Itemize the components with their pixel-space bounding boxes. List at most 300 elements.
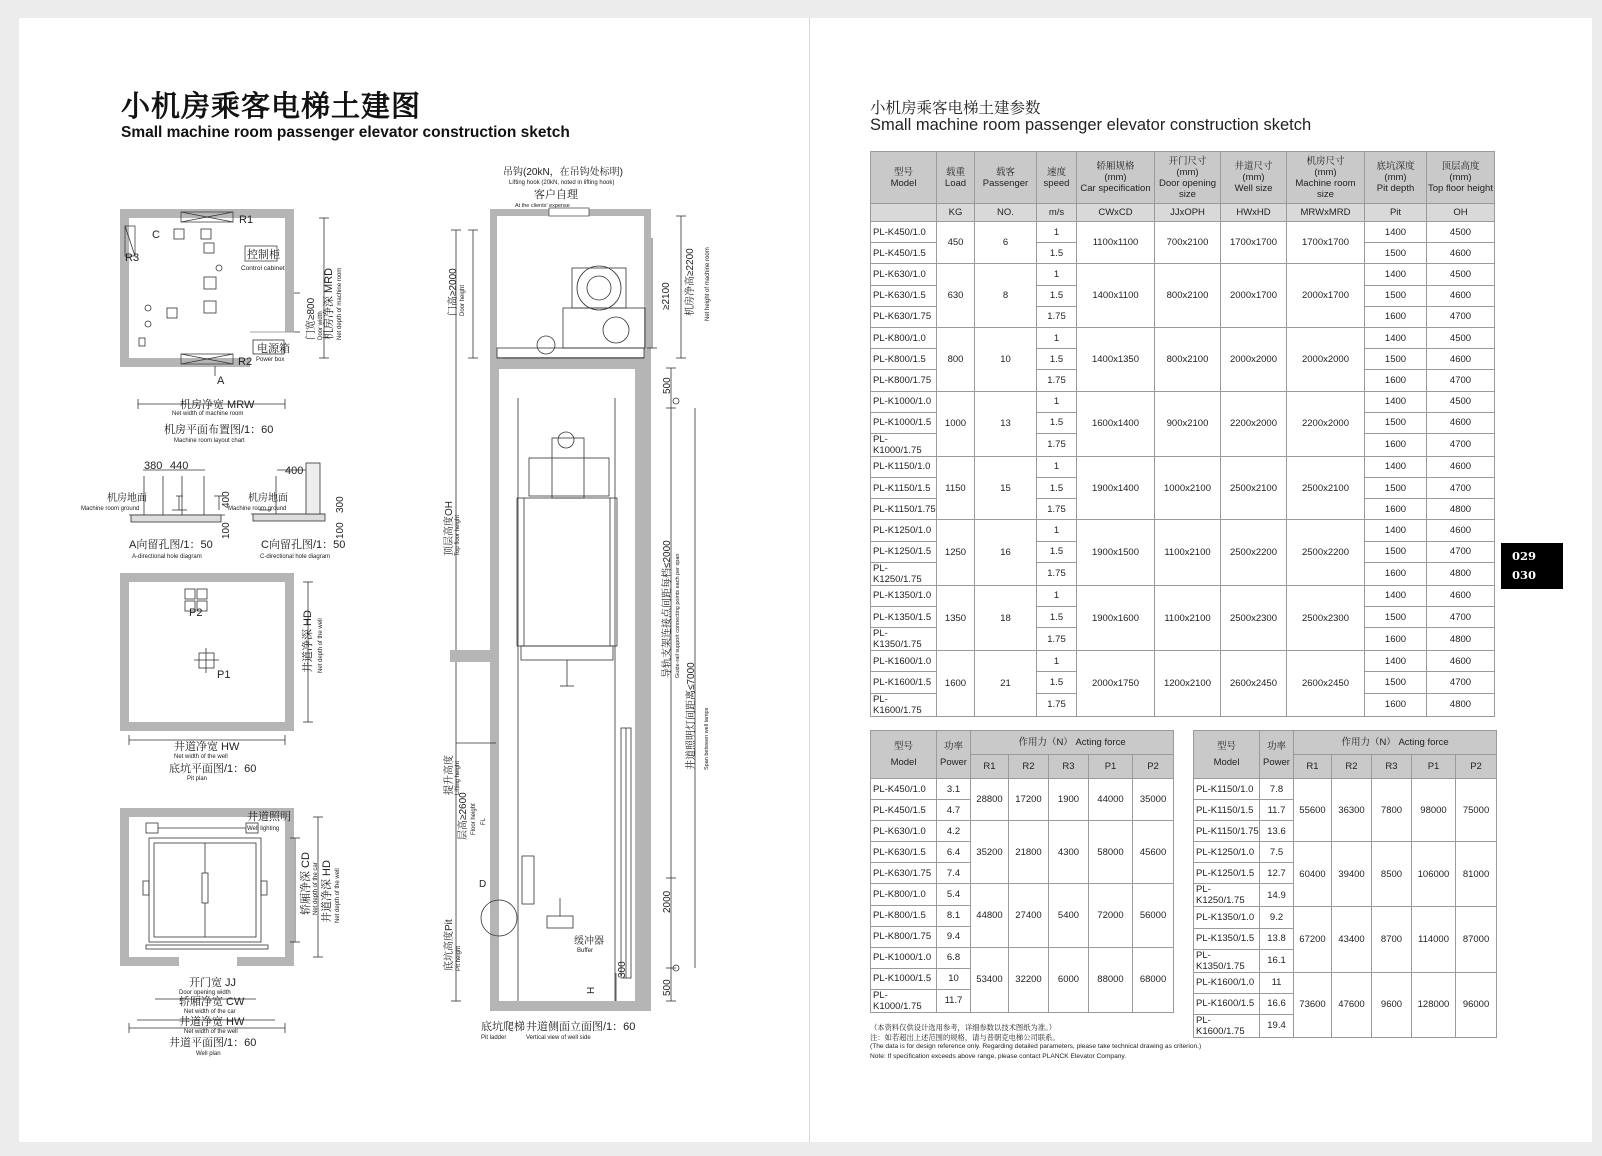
force-header-row (871, 731, 1174, 755)
spec-header-cell (937, 152, 975, 204)
spec-header-cell (1365, 152, 1427, 204)
speed-cell: 1.5 (1037, 412, 1077, 433)
force-cell: 5400 (1049, 884, 1089, 947)
pit-cell: 1600 (1365, 628, 1427, 651)
load-cell: 1250 (937, 520, 975, 585)
model-cell: PL-K800/1.5 (871, 349, 937, 370)
oh-cn: 顶层高度OH (444, 501, 455, 556)
pit-cell: 1500 (1365, 607, 1427, 628)
oh-cell: 4500 (1427, 222, 1495, 243)
oh-cell: 4800 (1427, 499, 1495, 520)
pit-plan-drawing (120, 573, 313, 745)
pit-cell: 1500 (1365, 243, 1427, 264)
model-cell: PL-K1250/1.75 (1194, 884, 1260, 907)
a-label: A (217, 375, 225, 387)
fl-label: FL (481, 817, 487, 825)
side-view-en: Vertical view of well side (526, 1035, 591, 1041)
oh-cell: 4500 (1427, 391, 1495, 412)
force-cell: 68000 (1133, 947, 1174, 1012)
model-cell: PL-K1250/1.5 (1194, 863, 1260, 884)
door-width-en: Door width (318, 311, 324, 340)
spec-header-cell (1155, 152, 1221, 204)
mr-height-cn: 机房净高≥2200 (685, 248, 696, 316)
page-number-badge (1501, 543, 1563, 589)
spec-header-cell (1037, 152, 1077, 204)
hw-en: Net width of the well (174, 754, 228, 760)
a-hole-en: A-directional hole diagram (132, 554, 202, 560)
machine-cell: 2600x2450 (1287, 651, 1365, 716)
model-cell: PL-K1350/1.5 (1194, 928, 1260, 949)
page-title-cn: 小机房乘客电梯土建图 (121, 89, 422, 123)
pit-cell: 1400 (1365, 391, 1427, 412)
oh-cell: 4700 (1427, 478, 1495, 499)
table-row (871, 651, 1495, 672)
force-cell: 44000 (1089, 779, 1133, 821)
ladder-cn: 底坑爬梯 (481, 1021, 525, 1033)
header-unit: (mm) (1242, 172, 1265, 183)
model-cell: PL-K630/1.0 (871, 821, 937, 842)
speed-cell: 1 (1037, 456, 1077, 477)
pit-cell: 1600 (1365, 562, 1427, 585)
speed-cell: 1 (1037, 585, 1077, 606)
power-cell: 4.7 (937, 800, 971, 821)
pit-cell: 1500 (1365, 349, 1427, 370)
power-box-en: Power box (256, 357, 285, 363)
model-header (1194, 731, 1260, 779)
oh-cell: 4600 (1427, 456, 1495, 477)
model-cell: PL-K1350/1.75 (871, 628, 937, 651)
header-cn: 功率 (943, 741, 963, 752)
well-cell: 2500x2100 (1221, 456, 1287, 520)
force-cell: 32200 (1009, 947, 1049, 1012)
model-cell: PL-K1150/1.0 (871, 456, 937, 477)
door-cell: 800x2100 (1155, 327, 1221, 391)
pit-cell: 1600 (1365, 370, 1427, 391)
car-cell: 1100x1100 (1077, 222, 1155, 264)
spec-header-cell (1221, 152, 1287, 204)
pit-cell: 1600 (1365, 499, 1427, 520)
model-cell: PL-K1000/1.5 (871, 968, 937, 989)
header-unit: (mm) (1449, 172, 1472, 183)
oh-cell: 4800 (1427, 628, 1495, 651)
model-cell: PL-K1600/1.75 (871, 693, 937, 716)
model-cell: PL-K630/1.75 (871, 863, 937, 884)
door-width-cn: 门宽≥800 (306, 297, 317, 340)
model-cell: PL-K1000/1.75 (871, 989, 937, 1012)
machine-cell: 1700x1700 (1287, 222, 1365, 264)
force-cell: 75000 (1456, 779, 1497, 842)
model-cell: PL-K450/1.5 (871, 243, 937, 264)
mr-height-en: Net height of machine room (705, 247, 711, 321)
table-row (871, 222, 1495, 243)
load-cell: 1000 (937, 391, 975, 456)
force-cell: 67200 (1294, 907, 1332, 972)
header-cn: 速度 (1046, 166, 1066, 178)
power-cell: 6.8 (937, 947, 971, 968)
r1-label: R1 (239, 214, 254, 226)
force-cell: 56000 (1133, 884, 1174, 947)
hd2-cn: 井道净深 HD (321, 860, 333, 923)
speed-cell: 1 (1037, 222, 1077, 243)
oh-cell: 4800 (1427, 693, 1495, 716)
oh-cell: 4700 (1427, 607, 1495, 628)
force-cell: 35200 (971, 821, 1009, 884)
oh-cell: 4700 (1427, 672, 1495, 693)
d-label: D (479, 879, 487, 890)
table-row (871, 456, 1495, 477)
c-label: C (152, 229, 160, 241)
hook-cn: 吊钩(20kN，在吊钩处标明) (503, 167, 624, 178)
header-cn: 功率 (1266, 741, 1286, 752)
model-cell: PL-K1350/1.0 (871, 585, 937, 606)
passenger-cell: 18 (975, 585, 1037, 650)
force-cell: 44800 (971, 884, 1009, 947)
header-cn: 轿厢规格 (1096, 161, 1135, 172)
machine-cell: 2500x2100 (1287, 456, 1365, 520)
spec-header-cell (1077, 152, 1155, 204)
power-cell: 9.2 (1260, 907, 1294, 928)
oh-cell: 4700 (1427, 306, 1495, 327)
header-en: Power (1263, 757, 1290, 768)
spec-unit-cell: m/s (1037, 204, 1077, 222)
force-cell: 98000 (1412, 779, 1456, 842)
model-cell: PL-K450/1.5 (871, 800, 937, 821)
load-cell: 450 (937, 222, 975, 264)
door-height-en: Door height (460, 284, 466, 316)
params-title-en: Small machine room passenger elevator construction sketch (870, 116, 1312, 134)
speed-cell: 1.5 (1037, 541, 1077, 562)
header-unit: (mm) (1104, 172, 1127, 183)
table-row (871, 884, 1174, 905)
model-header (871, 731, 937, 779)
power-cell: 14.9 (1260, 884, 1294, 907)
door-height-cn: 门高≥2000 (448, 268, 459, 316)
speed-cell: 1.75 (1037, 628, 1077, 651)
header-cn: 底坑深度 (1376, 161, 1415, 172)
hw-cn: 井道净宽 HW (174, 741, 240, 753)
passenger-cell: 21 (975, 651, 1037, 716)
load-cell: 800 (937, 327, 975, 391)
spec-header-cell (1287, 152, 1365, 204)
header-en: Model (890, 177, 917, 189)
client-cn: 客户自理 (534, 189, 578, 201)
car-cell: 2000x1750 (1077, 651, 1155, 716)
power-cell: 7.4 (937, 863, 971, 884)
force-cell: 17200 (1009, 779, 1049, 821)
model-cell: PL-K800/1.0 (871, 327, 937, 348)
well-cell: 1700x1700 (1221, 222, 1287, 264)
header-en: Machine room size (1295, 177, 1356, 200)
spec-unit-cell: MRWxMRD (1287, 204, 1365, 222)
power-cell: 19.4 (1260, 1014, 1294, 1037)
pit-cell: 1400 (1365, 651, 1427, 672)
speed-cell: 1.75 (1037, 433, 1077, 456)
force-cell: 73600 (1294, 972, 1332, 1037)
force-col-header: R1 (1294, 755, 1332, 779)
load-cell: 1150 (937, 456, 975, 520)
p2-label: P2 (189, 607, 203, 619)
spec-unit-cell: OH (1427, 204, 1495, 222)
pit-cell: 1400 (1365, 327, 1427, 348)
speed-cell: 1.5 (1037, 285, 1077, 306)
force-cell: 27400 (1009, 884, 1049, 947)
force-col-header: P2 (1133, 755, 1174, 779)
car-cell: 1400x1350 (1077, 327, 1155, 391)
spec-unit-cell: Pit (1365, 204, 1427, 222)
well-side-elevation (450, 208, 695, 1011)
force-cell: 7800 (1372, 779, 1412, 842)
force-cell: 43400 (1332, 907, 1372, 972)
passenger-cell: 15 (975, 456, 1037, 520)
door-cell: 700x2100 (1155, 222, 1221, 264)
speed-cell: 1.75 (1037, 370, 1077, 391)
pit-cell: 1600 (1365, 433, 1427, 456)
model-cell: PL-K1600/1.5 (1194, 993, 1260, 1014)
dim-400c: 400 (285, 465, 304, 477)
lift-height-en: Lifting height (455, 760, 461, 795)
oh-cell: 4600 (1427, 243, 1495, 264)
power-cell: 5.4 (937, 884, 971, 905)
dim-300: 300 (335, 496, 346, 513)
force-col-header: R3 (1372, 755, 1412, 779)
power-box-cn: 电源箱 (257, 343, 290, 355)
force-col-header: P1 (1089, 755, 1133, 779)
table-row (871, 821, 1174, 842)
mr-ground-en-a: Machine room ground (81, 506, 140, 512)
header-cn: 机房尺寸 (1306, 155, 1345, 167)
force-cell: 9600 (1372, 972, 1412, 1037)
machine-cell: 2500x2200 (1287, 520, 1365, 585)
model-cell: PL-K1600/1.0 (871, 651, 937, 672)
car-cell: 1900x1400 (1077, 456, 1155, 520)
floor-height-en: Floor height (471, 803, 477, 835)
header-cn: 开门尺寸 (1168, 155, 1207, 167)
force-cell: 35000 (1133, 779, 1174, 821)
mr-ground-cn-c: 机房地面 (248, 493, 288, 504)
well-cell: 2000x2000 (1221, 327, 1287, 391)
power-header (1260, 731, 1294, 779)
header-en: Top floor height (1428, 183, 1493, 194)
right-page (810, 18, 1592, 1142)
oh-cell: 4700 (1427, 433, 1495, 456)
speed-cell: 1 (1037, 327, 1077, 348)
dim-440: 440 (170, 460, 189, 472)
speed-cell: 1 (1037, 520, 1077, 541)
side-view-cn: 井道侧面立面图/1：60 (526, 1021, 636, 1033)
left-page (19, 18, 809, 1142)
pit-cell: 1500 (1365, 478, 1427, 499)
power-cell: 10 (937, 968, 971, 989)
model-cell: PL-K450/1.0 (871, 222, 937, 243)
force-col-header: R3 (1049, 755, 1089, 779)
pit-cell: 1500 (1365, 412, 1427, 433)
header-en: Pit depth (1376, 183, 1415, 194)
mr-ground-en-c: Machine room ground (228, 506, 287, 512)
r3-label: R3 (125, 252, 140, 264)
model-cell: PL-K1600/1.0 (1194, 972, 1260, 993)
spec-unit-cell: CWxCD (1077, 204, 1155, 222)
door-cell: 1000x2100 (1155, 456, 1221, 520)
jj-cn: 开门宽 JJ (189, 977, 237, 989)
client-en: At the clients' expense (515, 203, 570, 209)
model-cell: PL-K630/1.5 (871, 842, 937, 863)
well-light-en: Well lighting (247, 826, 280, 832)
model-cell: PL-K1150/1.0 (1194, 779, 1260, 800)
well-light-cn: 井道照明 (247, 811, 291, 823)
pit-cell: 1400 (1365, 222, 1427, 243)
passenger-cell: 8 (975, 264, 1037, 328)
page-title-en: Small machine room passenger elevator construction sketch (121, 124, 570, 141)
model-cell: PL-K1250/1.0 (871, 520, 937, 541)
lamp-cn: 井道照明灯间距离≤7000 (686, 662, 697, 770)
header-cn: 型号 (893, 166, 913, 178)
pit-plan-en: Pit plan (187, 776, 208, 782)
power-cell: 13.6 (1260, 821, 1294, 842)
page-number-left: 029 (1512, 549, 1537, 563)
model-cell: PL-K630/1.5 (871, 285, 937, 306)
page-number-right: 030 (1512, 568, 1537, 582)
mrd-en: Net depth of machine room (337, 267, 343, 340)
table-row (1194, 779, 1497, 800)
well-cell: 2500x2200 (1221, 520, 1287, 585)
oh-cell: 4600 (1427, 412, 1495, 433)
speed-cell: 1.5 (1037, 478, 1077, 499)
door-cell: 800x2100 (1155, 264, 1221, 328)
header-en: Car specification (1080, 183, 1151, 194)
power-cell: 12.7 (1260, 863, 1294, 884)
spec-table (870, 151, 1495, 717)
construction-drawings (19, 18, 809, 1142)
force-cell: 8700 (1372, 907, 1412, 972)
buffer-en: Buffer (577, 948, 593, 954)
note-line: （本资料仅供设计选用参考，详细参数以技术图纸为准。） (870, 1023, 1057, 1032)
passenger-cell: 13 (975, 391, 1037, 456)
table-row (871, 327, 1495, 348)
oh-cell: 4600 (1427, 651, 1495, 672)
force-cell: 6000 (1049, 947, 1089, 1012)
model-cell: PL-K1000/1.0 (871, 391, 937, 412)
lamp-en: Span between well lamps (704, 707, 710, 770)
dim-400a: 400 (221, 491, 232, 508)
force-col-header: R1 (971, 755, 1009, 779)
mr-layout-en: Machine room layout chart (174, 438, 245, 444)
dim-300b: 300 (617, 961, 628, 978)
power-cell: 11 (1260, 972, 1294, 993)
control-cabinet-en: Control cabinet (241, 265, 285, 272)
well-cell: 2200x2000 (1221, 391, 1287, 456)
mrd-cn: 机房净深 MRD (323, 267, 335, 340)
hw2-en: Net width of the well (184, 1029, 238, 1035)
header-cn: 载重 (945, 166, 965, 178)
oh-cell: 4800 (1427, 562, 1495, 585)
mrw-en: Net width of machine room (172, 411, 244, 417)
model-cell: PL-K1600/1.5 (871, 672, 937, 693)
power-cell: 13.8 (1260, 928, 1294, 949)
oh-cell: 4500 (1427, 327, 1495, 348)
well-plan-cn: 井道平面图/1：60 (169, 1037, 257, 1049)
spec-unit-cell: HWxHD (1221, 204, 1287, 222)
hd-cn: 井道净深 HD (302, 610, 314, 673)
passenger-cell: 16 (975, 520, 1037, 585)
table-row (1194, 842, 1497, 863)
force-cell: 21800 (1009, 821, 1049, 884)
spec-header-cell (871, 152, 937, 204)
speed-cell: 1.75 (1037, 499, 1077, 520)
force-cell: 87000 (1456, 907, 1497, 972)
force-header-row (1194, 731, 1497, 755)
speed-cell: 1 (1037, 391, 1077, 412)
force-cell: 114000 (1412, 907, 1456, 972)
pit-cell: 1600 (1365, 306, 1427, 327)
cd-en: Net depth of the car (313, 862, 319, 915)
speed-cell: 1.5 (1037, 349, 1077, 370)
well-cell: 2600x2450 (1221, 651, 1287, 716)
power-cell: 16.1 (1260, 949, 1294, 972)
header-cn: 顶层高度 (1441, 161, 1480, 172)
model-cell: PL-K630/1.0 (871, 264, 937, 285)
speed-cell: 1.75 (1037, 693, 1077, 716)
car-cell: 1400x1100 (1077, 264, 1155, 328)
force-col-header: P1 (1412, 755, 1456, 779)
power-cell: 4.2 (937, 821, 971, 842)
header-unit: (mm) (1314, 166, 1337, 178)
model-cell: PL-K1350/1.75 (1194, 949, 1260, 972)
model-cell: PL-K1250/1.75 (871, 562, 937, 585)
power-cell: 11.7 (937, 989, 971, 1012)
model-cell: PL-K1000/1.5 (871, 412, 937, 433)
force-cell: 4300 (1049, 821, 1089, 884)
spec-unit-cell: NO. (975, 204, 1037, 222)
machine-cell: 2200x2000 (1287, 391, 1365, 456)
note-line: (The data is for design reference only. Regarding detailed parameters, please take technical drawing as criterion.) (870, 1043, 1202, 1051)
table-row (1194, 907, 1497, 928)
force-cell: 45600 (1133, 821, 1174, 884)
spec-unit-cell: KG (937, 204, 975, 222)
speed-cell: 1.5 (1037, 607, 1077, 628)
power-cell: 6.4 (937, 842, 971, 863)
force-cell: 88000 (1089, 947, 1133, 1012)
power-header (937, 731, 971, 779)
dim-2000: 2000 (662, 890, 673, 913)
model-cell: PL-K800/1.75 (871, 370, 937, 391)
force-col-header: R2 (1009, 755, 1049, 779)
cw-en: Net width of the car (184, 1009, 236, 1015)
lift-height-cn: 提升高度 (444, 755, 455, 795)
header-en: Model (1213, 757, 1240, 768)
oh-cell: 4500 (1427, 264, 1495, 285)
oh-en: Top floor height (455, 514, 461, 556)
model-cell: PL-K630/1.75 (871, 306, 937, 327)
header-cn: 型号 (893, 741, 913, 752)
force-cell: 128000 (1412, 972, 1456, 1037)
spec-header-cell (1427, 152, 1495, 204)
model-cell: PL-K1350/1.5 (871, 607, 937, 628)
force-cell: 36300 (1332, 779, 1372, 842)
pit-cell: 1500 (1365, 541, 1427, 562)
oh-cell: 4600 (1427, 585, 1495, 606)
power-cell: 7.5 (1260, 842, 1294, 863)
pit-cell: 1400 (1365, 456, 1427, 477)
hw2-cn: 井道净宽 HW (179, 1016, 245, 1028)
load-cell: 1600 (937, 651, 975, 716)
header-en: Well size (1234, 183, 1273, 194)
car-cell: 1900x1600 (1077, 585, 1155, 650)
dim-100b: 100 (335, 522, 346, 539)
pit-plan-cn: 底坑平面图/1：60 (169, 763, 257, 775)
model-cell: PL-K1150/1.75 (1194, 821, 1260, 842)
dim-500b: 500 (662, 979, 673, 996)
notes (870, 1023, 1201, 1061)
